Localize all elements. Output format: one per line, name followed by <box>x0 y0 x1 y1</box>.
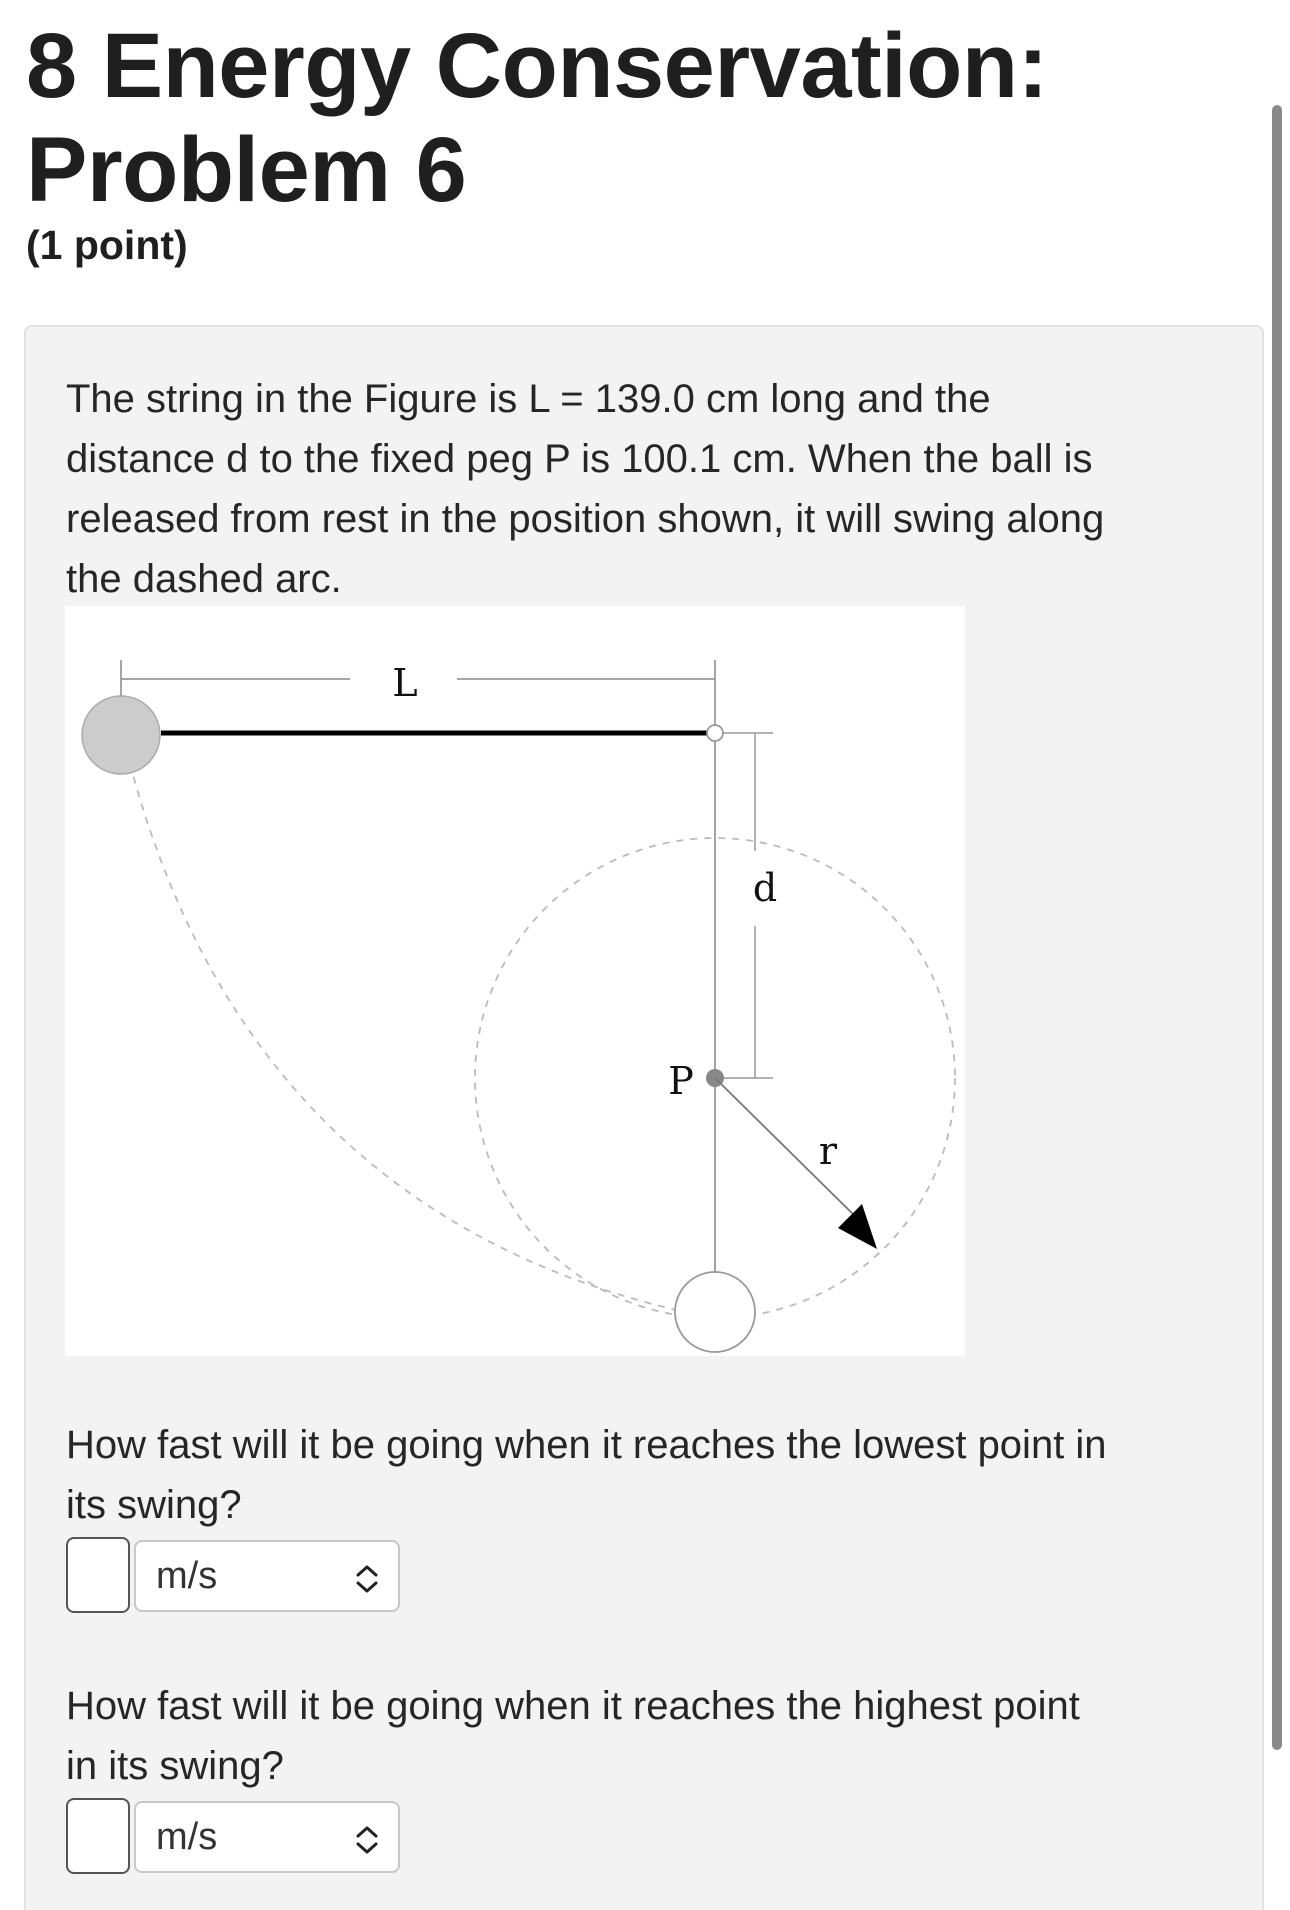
page-title <box>26 14 1226 222</box>
statement-line-1: The string in the Figure is L = 139.0 cm long and the <box>66 377 991 421</box>
pivot-point <box>707 725 723 741</box>
pendulum-figure <box>65 606 965 1356</box>
question-1-answer-row <box>66 1537 466 1615</box>
question-1-answer-input[interactable] <box>66 1537 130 1613</box>
question-2-answer-input[interactable] <box>66 1798 130 1874</box>
question-2-text <box>66 1676 1246 1796</box>
radius-line <box>715 1078 862 1223</box>
pendulum-diagram <box>65 606 965 1356</box>
label-l: L <box>392 661 418 705</box>
question-2-line-1: How fast will it be going when it reaches the highest point <box>66 1684 1080 1728</box>
problem-statement <box>66 369 1246 609</box>
statement-line-4: the dashed arc. <box>66 557 342 601</box>
statement-line-3: released from rest in the position shown, it will swing along <box>66 497 1105 541</box>
title-line-2: Problem 6 <box>26 119 467 221</box>
statement-line-2: distance d to the fixed peg P is 100.1 cm. When the ball is <box>66 437 1093 481</box>
title-line-1: 8 Energy Conservation: <box>26 15 1048 117</box>
ball-bottom <box>675 1272 755 1352</box>
chevron-up-down-icon <box>352 1562 382 1596</box>
points-label: (1 point) <box>26 222 188 268</box>
question-1-unit-select[interactable] <box>134 1540 400 1612</box>
question-1-unit-label: m/s <box>156 1555 218 1597</box>
problem-card <box>24 325 1264 1910</box>
question-2-unit-select[interactable] <box>134 1801 400 1873</box>
chevron-up-down-icon <box>352 1823 382 1857</box>
question-2-line-2: in its swing? <box>66 1744 284 1788</box>
radius-arrowhead <box>838 1204 877 1249</box>
label-r: r <box>818 1129 838 1173</box>
question-2-answer-row <box>66 1798 466 1876</box>
swing-arc <box>123 736 680 1311</box>
question-1-text <box>66 1415 1246 1535</box>
ball-start <box>82 696 160 774</box>
question-2-unit-label: m/s <box>156 1816 218 1858</box>
label-d: d <box>752 866 778 910</box>
question-1-line-1: How fast will it be going when it reaches the lowest point in <box>66 1423 1107 1467</box>
scrollbar[interactable] <box>1272 105 1282 1750</box>
label-p: P <box>668 1059 694 1103</box>
question-1-line-2: its swing? <box>66 1483 242 1527</box>
